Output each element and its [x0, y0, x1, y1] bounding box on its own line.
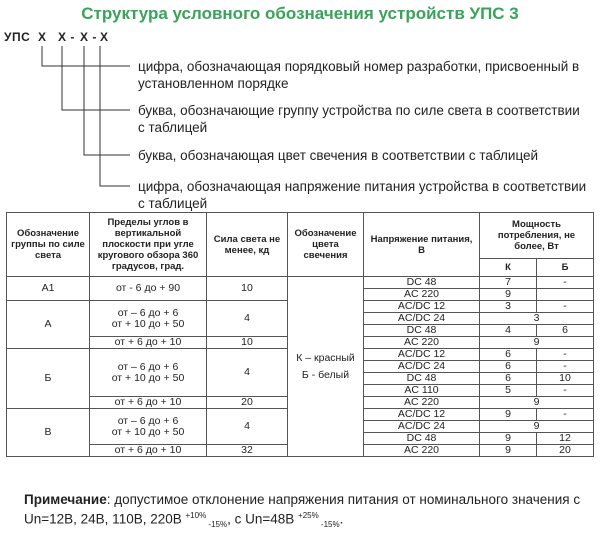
code-x1: Х	[38, 30, 47, 44]
angle-range-line: от + 6 до + 10	[114, 444, 182, 456]
note-sub-2: -15%	[318, 520, 340, 530]
angle-range-line: от + 6 до + 10	[114, 396, 182, 408]
power-k-cell: 6	[480, 373, 537, 385]
group-name-cell: Б	[7, 349, 90, 409]
intensity-cell: 4	[207, 409, 288, 445]
voltage-cell: AC 220	[364, 337, 480, 349]
angle-range-line: от + 10 до + 50	[111, 371, 185, 384]
note-sup-2: +25%	[298, 511, 319, 520]
voltage-cell: DC 48	[364, 433, 480, 445]
note-sub-1: -15%	[206, 520, 228, 530]
group-name-cell: А	[7, 301, 90, 349]
angle-range-line: от – 6 до + 6	[117, 414, 179, 427]
power-merged-cell: 9	[480, 397, 594, 409]
header-group: Обозначение группы по силе света	[7, 213, 90, 277]
table-row	[7, 277, 594, 289]
angle-range-cell	[90, 397, 207, 409]
power-b-cell: -	[537, 361, 594, 373]
power-b-cell: 6	[537, 325, 594, 337]
group-name-cell: А1	[7, 277, 90, 301]
voltage-cell: DC 48	[364, 325, 480, 337]
power-k-cell: 9	[480, 445, 537, 457]
description-4: цифра, обозначающая напряжение питания устройства в соответствии с таблицей	[138, 179, 587, 211]
description-2: буква, обозначающие группу устройства по силе света в соответствии с таблицей	[138, 103, 580, 135]
specification-table	[6, 212, 594, 457]
header-power: Мощность потребления, не более, Вт	[480, 213, 594, 259]
power-k-cell: 5	[480, 385, 537, 397]
voltage-cell: DC 48	[364, 373, 480, 385]
power-merged-cell: 9	[480, 421, 594, 433]
angle-range-cell	[90, 337, 207, 349]
header-color: Обозначение цвета свечения	[288, 213, 364, 277]
voltage-cell: DC 48	[364, 277, 480, 289]
intensity-cell: 4	[207, 301, 288, 337]
power-b-cell	[537, 289, 594, 301]
voltage-cell: AC 220	[364, 289, 480, 301]
intensity-cell: 20	[207, 397, 288, 409]
note-text-1: : допустимое отклонение напряжения питания от номинального значения с Un=12В, 24В, 110В, 220В	[24, 492, 581, 527]
header-intensity: Сила света не менее, кд	[207, 213, 288, 277]
voltage-cell: AC 220	[364, 397, 480, 409]
code-x4: Х	[100, 30, 109, 44]
angle-range-line: от + 10 до + 50	[111, 425, 185, 438]
voltage-cell: AC/DC 12	[364, 301, 480, 313]
voltage-cell: AC/DC 12	[364, 409, 480, 421]
voltage-cell: AC/DC 24	[364, 421, 480, 433]
power-k-cell: 6	[480, 361, 537, 373]
angle-range-cell	[90, 445, 207, 457]
power-k-cell: 7	[480, 277, 537, 289]
angle-range-cell	[90, 409, 207, 445]
color-value: Б - белый	[301, 368, 350, 381]
power-b-cell: -	[537, 301, 594, 313]
intensity-cell: 10	[207, 337, 288, 349]
power-k-cell: 9	[480, 289, 537, 301]
power-b-cell: 20	[537, 445, 594, 457]
angle-range-line: от – 6 до + 6	[117, 306, 179, 319]
power-k-cell: 4	[480, 325, 537, 337]
note-label: Примечание	[24, 492, 107, 507]
note-text-2: , с Un=48В	[227, 511, 299, 527]
intensity-cell: 4	[207, 349, 288, 397]
angle-range-line: от - 6 до + 90	[115, 282, 181, 294]
header-power-k: К	[480, 259, 537, 277]
angle-range-cell	[90, 277, 207, 301]
note-sup-1: +10%	[185, 511, 207, 520]
angle-range-cell	[90, 301, 207, 337]
voltage-cell: AC 220	[364, 445, 480, 457]
description-1: цифра, обозначающая порядковый номер разработки, присвоенный в установленном порядке	[138, 59, 580, 91]
intensity-cell: 32	[207, 445, 288, 457]
color-cell	[288, 277, 364, 457]
power-b-cell: 10	[537, 373, 594, 385]
intensity-cell: 10	[207, 277, 288, 301]
header-voltage: Напряжение питания, В	[364, 213, 480, 277]
note-text-3: .	[339, 511, 344, 527]
footnote	[24, 492, 584, 533]
power-k-cell: 3	[480, 301, 537, 313]
angle-range-line: от + 6 до + 10	[114, 336, 182, 348]
group-name-cell: В	[7, 409, 90, 457]
voltage-cell: AC/DC 24	[364, 361, 480, 373]
power-b-cell: -	[537, 349, 594, 361]
power-b-cell: -	[537, 385, 594, 397]
header-power-b: Б	[537, 259, 594, 277]
power-b-cell: 12	[537, 433, 594, 445]
power-merged-cell: 3	[480, 313, 594, 325]
code-x2: Х -	[58, 30, 75, 44]
code-prefix: УПС	[4, 30, 31, 44]
power-k-cell: 9	[480, 433, 537, 445]
angle-range-cell	[90, 349, 207, 397]
power-k-cell: 9	[480, 409, 537, 421]
power-merged-cell: 9	[480, 337, 594, 349]
power-k-cell: 6	[480, 349, 537, 361]
color-value: К – красный	[296, 351, 355, 364]
power-b-cell: -	[537, 409, 594, 421]
code-x3: Х -	[80, 30, 97, 44]
voltage-cell: AC 110	[364, 385, 480, 397]
table-header-row	[7, 213, 594, 259]
description-3: буква, обозначающая цвет свечения в соответствии с таблицей	[138, 148, 539, 163]
voltage-cell: AC/DC 12	[364, 349, 480, 361]
voltage-cell: AC/DC 24	[364, 313, 480, 325]
angle-range-line: от – 6 до + 6	[117, 360, 179, 373]
page-title: Структура условного обозначения устройств УПС 3	[81, 4, 519, 23]
angle-range-line: от + 10 до + 50	[111, 317, 185, 330]
power-b-cell: -	[537, 277, 594, 289]
header-angles: Пределы углов в вертикальной плоскости при угле кругового обзора 360 градусов, град.	[90, 213, 207, 277]
